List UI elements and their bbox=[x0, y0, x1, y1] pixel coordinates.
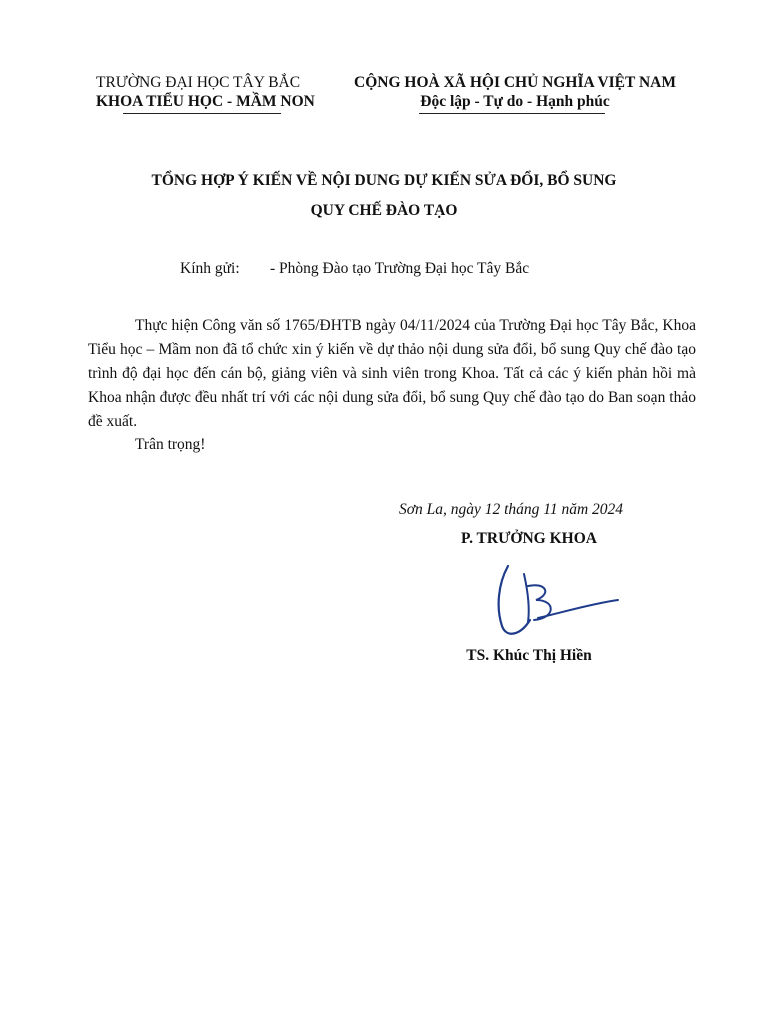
recipient-value: - Phòng Đào tạo Trường Đại học Tây Bắc bbox=[270, 260, 530, 277]
faculty-name: KHOA TIỂU HỌC - MẦM NON bbox=[96, 93, 315, 110]
document-title-line1: TỔNG HỢP Ý KIẾN VỀ NỘI DUNG DỰ KIẾN SỬA ĐỔI, BỔ SUNG bbox=[151, 172, 617, 189]
university-name: TRƯỜNG ĐẠI HỌC TÂY BẮC bbox=[96, 74, 301, 91]
national-title: CỘNG HOÀ XÃ HỘI CHỦ NGHĨA VIỆT NAM bbox=[354, 74, 676, 91]
issuer-header bbox=[96, 73, 328, 111]
signer-name: TS. Khúc Thị Hiền bbox=[466, 647, 592, 664]
recipient-label: Kính gửi: bbox=[180, 260, 240, 277]
body-paragraph: Thực hiện Công văn số 1765/ĐHTB ngày 04/11/2024 của Trường Đại học Tây Bắc, Khoa Tiểu học – Mầm non đã tổ chức xin ý kiến về dự thảo nội dung sửa đổi, bổ sung Quy chế đào tạo trình độ đại học đến cán bộ, giảng viên và sinh viên trong Khoa. Tất cả các ý kiến phản hồi mà Khoa nhận được đều nhất trí với các nội dung sửa đổi, bổ sung Quy chế đào tạo do Ban soạn thảo đề xuất. bbox=[88, 317, 696, 430]
national-header bbox=[340, 73, 690, 111]
motto-underline bbox=[419, 113, 605, 114]
handwritten-signature bbox=[494, 560, 624, 642]
issuer-underline bbox=[123, 113, 281, 114]
closing-text: Trân trọng! bbox=[135, 436, 206, 453]
signer-position: P. TRƯỞNG KHOA bbox=[461, 530, 597, 547]
place-date: Sơn La, ngày 12 tháng 11 năm 2024 bbox=[398, 501, 624, 518]
document-title-line2: QUY CHẾ ĐÀO TẠO bbox=[310, 202, 458, 219]
national-motto: Độc lập - Tự do - Hạnh phúc bbox=[420, 93, 610, 110]
